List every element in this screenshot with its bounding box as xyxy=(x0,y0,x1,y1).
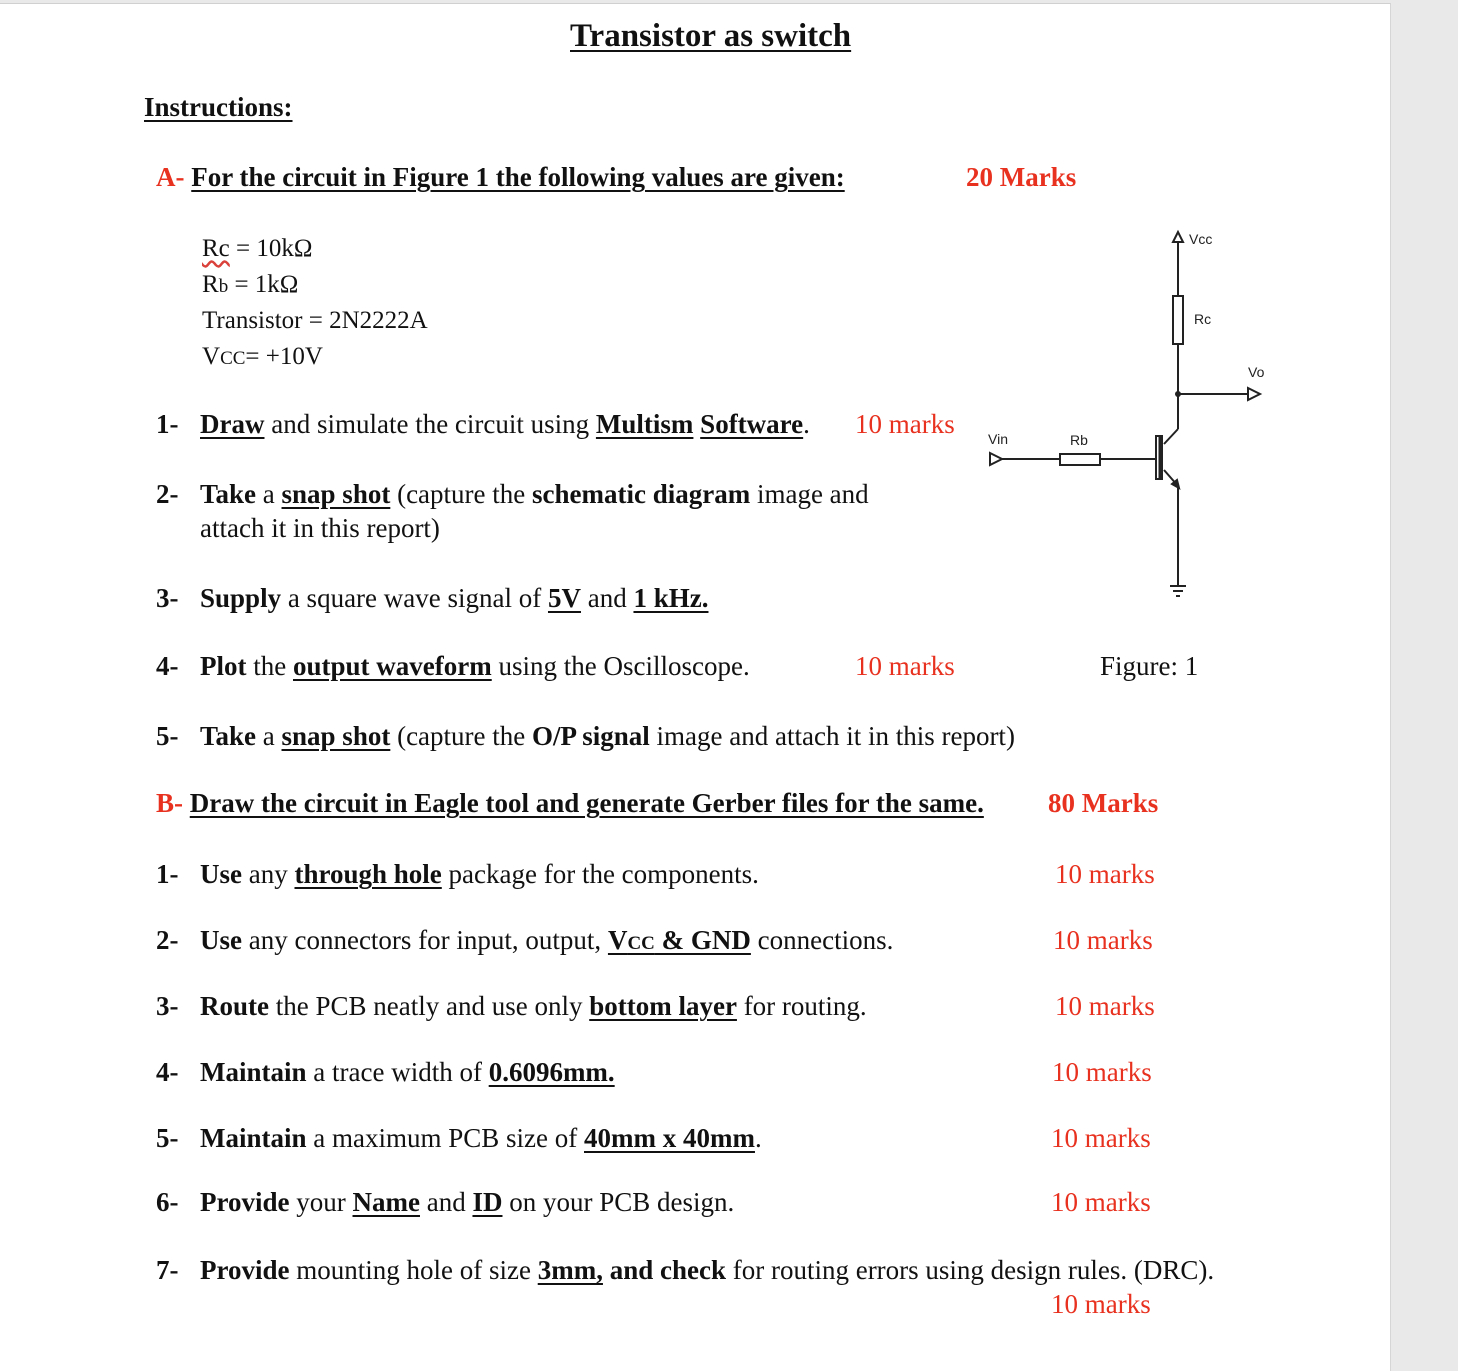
keyword: Multism xyxy=(595,409,694,439)
vo-label: Vo xyxy=(1248,364,1265,380)
figure-caption: Figure: 1 xyxy=(1100,651,1199,681)
b-item-4 xyxy=(156,1055,615,1089)
keyword: 1 kHz. xyxy=(633,583,709,613)
a-item-2 xyxy=(156,477,869,511)
keyword: and check xyxy=(602,1255,726,1285)
item-number: 3- xyxy=(156,991,179,1021)
instructions-heading: Instructions: xyxy=(144,92,293,122)
item-number: 3- xyxy=(156,583,179,613)
keyword: V xyxy=(607,925,628,955)
a-item-2-line2: attach it in this report) xyxy=(200,513,440,543)
keyword: Maintain xyxy=(200,1123,307,1153)
item-text: the xyxy=(246,651,293,681)
rb-resistor xyxy=(1060,454,1100,465)
section-b-heading xyxy=(156,788,984,819)
section-a-prefix: A- xyxy=(156,162,185,192)
item-text: any xyxy=(242,859,295,889)
b-item-3-marks: 10 marks xyxy=(1055,991,1155,1021)
collector-lead xyxy=(1164,429,1178,444)
keyword: Supply xyxy=(200,583,282,613)
given-rc xyxy=(202,231,312,267)
item-text: for routing errors using design rules. (DRC). xyxy=(725,1255,1215,1285)
section-b-prefix: B- xyxy=(156,788,183,818)
rb-label: Rb xyxy=(1070,432,1088,448)
keyword: Provide xyxy=(200,1255,290,1285)
section-b-title: Draw the circuit in Eagle tool and generate Gerber files for the same. xyxy=(189,788,984,818)
b-item-3 xyxy=(156,989,867,1023)
item-number: 1- xyxy=(156,409,179,439)
keyword: schematic diagram xyxy=(532,479,751,509)
item-text: . xyxy=(803,409,810,439)
vo-arrow-icon xyxy=(1248,388,1260,400)
rb-label: R xyxy=(202,271,219,298)
vcc-sub: CC xyxy=(220,348,246,369)
a-item-1 xyxy=(156,407,810,441)
keyword: Take xyxy=(200,721,257,751)
b-item-1-marks: 10 marks xyxy=(1055,859,1155,889)
b-item-7-marks: 10 marks xyxy=(1051,1289,1151,1319)
item-text: a trace width of xyxy=(306,1057,489,1087)
keyword: snap shot xyxy=(281,479,391,509)
a-item-1-marks: 10 marks xyxy=(855,409,955,439)
item-text: the PCB neatly and use only xyxy=(269,991,590,1021)
item-text: on your PCB design. xyxy=(502,1187,735,1217)
section-b-marks: 80 Marks xyxy=(1048,788,1159,818)
item-text: any connectors for input, output, xyxy=(242,925,608,955)
item-text: using the Oscilloscope. xyxy=(491,651,750,681)
b-item-6 xyxy=(156,1185,734,1219)
item-text: image and xyxy=(750,479,869,509)
given-transistor: Transistor = 2N2222A xyxy=(202,307,428,334)
b-item-2-marks: 10 marks xyxy=(1053,925,1153,955)
a-item-4-marks: 10 marks xyxy=(855,651,955,681)
keyword: 5V xyxy=(547,583,581,613)
b-item-5-marks: 10 marks xyxy=(1051,1123,1151,1153)
keyword: Take xyxy=(200,479,257,509)
keyword: Name xyxy=(352,1187,420,1217)
keyword: Use xyxy=(200,925,242,955)
rc-label: Rc xyxy=(1194,311,1212,327)
item-text: a xyxy=(256,721,282,751)
vcc-arrow-icon xyxy=(1173,232,1183,242)
b-item-4-marks: 10 marks xyxy=(1052,1057,1152,1087)
keyword: 0.6096mm. xyxy=(488,1057,615,1087)
item-number: 2- xyxy=(156,925,179,955)
circuit-figure xyxy=(980,224,1280,614)
item-text: a xyxy=(256,479,282,509)
vcc-label: Vcc xyxy=(1189,231,1213,247)
keyword: Maintain xyxy=(200,1057,307,1087)
keyword-sub: CC xyxy=(627,933,655,954)
section-a-marks: 20 Marks xyxy=(966,162,1077,192)
item-text: for routing. xyxy=(736,991,867,1021)
item-text: and simulate the circuit using xyxy=(264,409,596,439)
rc-resistor xyxy=(1173,296,1183,344)
a-item-5 xyxy=(156,719,1015,753)
item-number: 7- xyxy=(156,1255,179,1285)
item-number: 5- xyxy=(156,1123,179,1153)
keyword: Route xyxy=(200,991,269,1021)
a-item-4 xyxy=(156,649,750,683)
document-page xyxy=(0,3,1391,1371)
item-number: 5- xyxy=(156,721,179,751)
item-text: package for the components. xyxy=(441,859,759,889)
keyword: & GND xyxy=(654,925,751,955)
b-item-2 xyxy=(156,923,893,961)
item-number: 2- xyxy=(156,479,179,509)
item-text: and xyxy=(580,583,634,613)
b-item-1 xyxy=(156,857,759,891)
vcc-value: = +10V xyxy=(245,343,323,370)
keyword: bottom layer xyxy=(589,991,737,1021)
keyword: Use xyxy=(200,859,242,889)
vin-arrow-icon xyxy=(990,453,1002,465)
rc-value: = 10kΩ xyxy=(229,235,313,262)
item-text: your xyxy=(289,1187,353,1217)
page-title: Transistor as switch xyxy=(570,18,852,54)
item-text: (capture the xyxy=(390,721,532,751)
item-text: connections. xyxy=(750,925,894,955)
b-item-6-marks: 10 marks xyxy=(1051,1187,1151,1217)
given-rb xyxy=(202,267,298,305)
rc-label: Rc xyxy=(202,235,230,262)
section-a-heading xyxy=(156,162,845,193)
given-vcc xyxy=(202,339,323,377)
item-number: 6- xyxy=(156,1187,179,1217)
keyword: snap shot xyxy=(281,721,391,751)
b-item-7 xyxy=(156,1253,1214,1287)
keyword: 40mm x 40mm xyxy=(584,1123,755,1153)
keyword: ID xyxy=(472,1187,503,1217)
item-text: . xyxy=(754,1123,762,1153)
keyword: Software xyxy=(700,409,804,439)
section-a-title: For the circuit in Figure 1 the following values are given: xyxy=(191,162,845,192)
item-text: and xyxy=(419,1187,473,1217)
item-text: (capture the xyxy=(390,479,532,509)
keyword: output waveform xyxy=(293,651,492,681)
rb-value: = 1kΩ xyxy=(228,271,299,298)
vcc-label: V xyxy=(202,343,221,370)
item-number: 4- xyxy=(156,1057,179,1087)
item-text: image and attach it in this report) xyxy=(649,721,1015,751)
keyword: through hole xyxy=(294,859,442,889)
b-item-5 xyxy=(156,1121,762,1155)
keyword: Provide xyxy=(200,1187,290,1217)
keyword: O/P signal xyxy=(532,721,650,751)
item-text: a maximum PCB size of xyxy=(306,1123,584,1153)
rb-sub: b xyxy=(218,276,229,297)
item-number: 4- xyxy=(156,651,179,681)
a-item-3 xyxy=(156,581,708,615)
item-text: mounting hole of size xyxy=(289,1255,538,1285)
keyword: Plot xyxy=(200,651,247,681)
keyword: Draw xyxy=(200,409,265,439)
keyword: 3mm, xyxy=(537,1255,603,1285)
item-number: 1- xyxy=(156,859,179,889)
vin-label: Vin xyxy=(988,431,1008,447)
collector-node xyxy=(1175,391,1181,397)
item-text: a square wave signal of xyxy=(281,583,548,613)
